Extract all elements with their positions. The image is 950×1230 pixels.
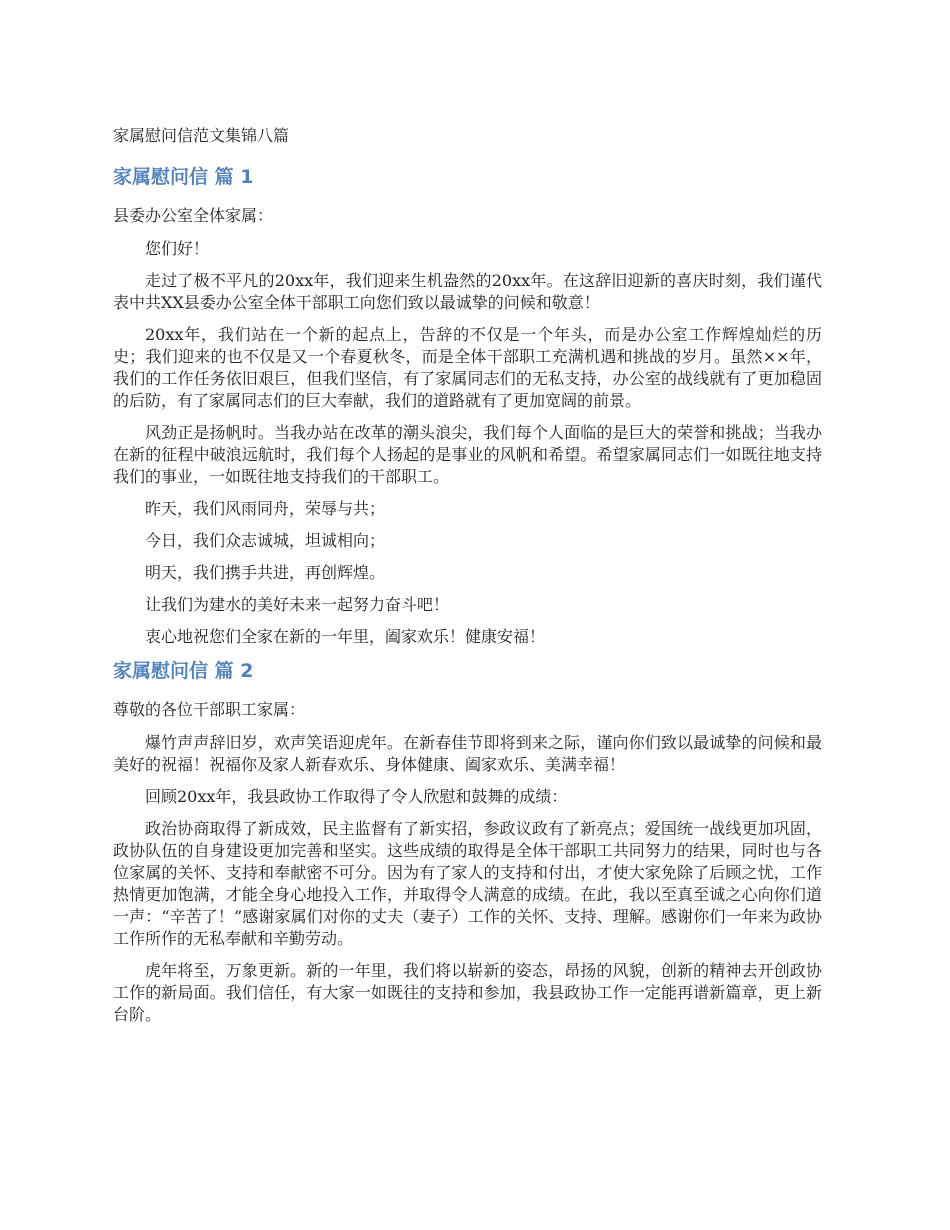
paragraph: 让我们为建水的美好未来一起努力奋斗吧！ bbox=[145, 595, 450, 614]
document-title: 家属慰问信范文集锦八篇 bbox=[113, 126, 290, 145]
salutation: 县委办公室全体家属： bbox=[113, 206, 274, 225]
paragraph: 昨天，我们风雨同舟，荣辱与共； bbox=[145, 499, 386, 518]
section-heading: 家属慰问信 篇 1 bbox=[113, 166, 254, 188]
paragraph: 今日，我们众志诚城，坦诚相向； bbox=[145, 531, 386, 550]
paragraph: 风劲正是扬帆时。当我办站在改革的潮头浪尖，我们每个人面临的是巨大的荣誉和挑战；当我办在新的征程中破浪远航时，我们每个人扬起的是事业的风帆和希望。希望家属同志们一如既往地支持我们的事业，一如既往地支持我们的干部职工。 bbox=[113, 423, 822, 486]
section-heading: 家属慰问信 篇 2 bbox=[113, 660, 254, 682]
paragraph: 回顾20xx年，我县政协工作取得了令人欣慰和鼓舞的成绩： bbox=[145, 787, 568, 806]
letter-section-2 bbox=[113, 658, 822, 1026]
salutation: 尊敬的各位干部职工家属： bbox=[113, 700, 306, 719]
paragraph: 政治协商取得了新成效，民主监督有了新实招，参政议政有了新亮点；爱国统一战线更加巩固，政协队伍的自身建设更加完善和坚实。这些成绩的取得是全体干部职工共同努力的结果，同时也与各位家属的关怀、支持和奉献密不可分。因为有了家人的支持和付出，才使大家免除了后顾之忧，工作热情更加饱满，才能全身心地投入工作，并取得令人满意的成绩。在此，我以至真至诚之心向你们道一声：“辛苦了！”感谢家属们对你的丈夫（妻子）工作的关怀、支持、理解。感谢你们一年来为政协工作所作的无私奉献和辛勤劳动。 bbox=[113, 819, 822, 948]
letter-section-1 bbox=[113, 164, 822, 648]
paragraph: 爆竹声声辞旧岁，欢声笑语迎虎年。在新春佳节即将到来之际，谨向你们致以最诚挚的问候和最美好的祝福！祝福你及家人新春欢乐、身体健康、阖家欢乐、美满幸福！ bbox=[113, 733, 822, 774]
paragraph: 20xx年，我们站在一个新的起点上，告辞的不仅是一个年头，而是办公室工作辉煌灿烂的历史；我们迎来的也不仅是又一个春夏秋冬，而是全体干部职工充满机遇和挑战的岁月。虽然××年，我们的工作任务依旧艰巨，但我们坚信，有了家属同志们的无私支持，办公室的战线就有了更加稳固的后防，有了家属同志们的巨大奉献，我们的道路就有了更加宽阔的前景。 bbox=[113, 325, 822, 410]
paragraph: 虎年将至，万象更新。新的一年里，我们将以崭新的姿态，昂扬的风貌，创新的精神去开创政协工作的新局面。我们信任，有大家一如既往的支持和参加，我县政协工作一定能再谱新篇章，更上新台阶。 bbox=[113, 961, 822, 1024]
paragraph: 明天，我们携手共进，再创辉煌。 bbox=[145, 563, 386, 582]
paragraph: 走过了极不平凡的20xx年，我们迎来生机盎然的20xx年。在这辞旧迎新的喜庆时刻，我们谨代表中共XX县委办公室全体干部职工向您们致以最诚挚的问候和敬意！ bbox=[113, 271, 822, 312]
paragraph: 衷心地祝您们全家在新的一年里，阖家欢乐！健康安福！ bbox=[145, 627, 546, 646]
paragraph: 您们好！ bbox=[145, 239, 210, 258]
